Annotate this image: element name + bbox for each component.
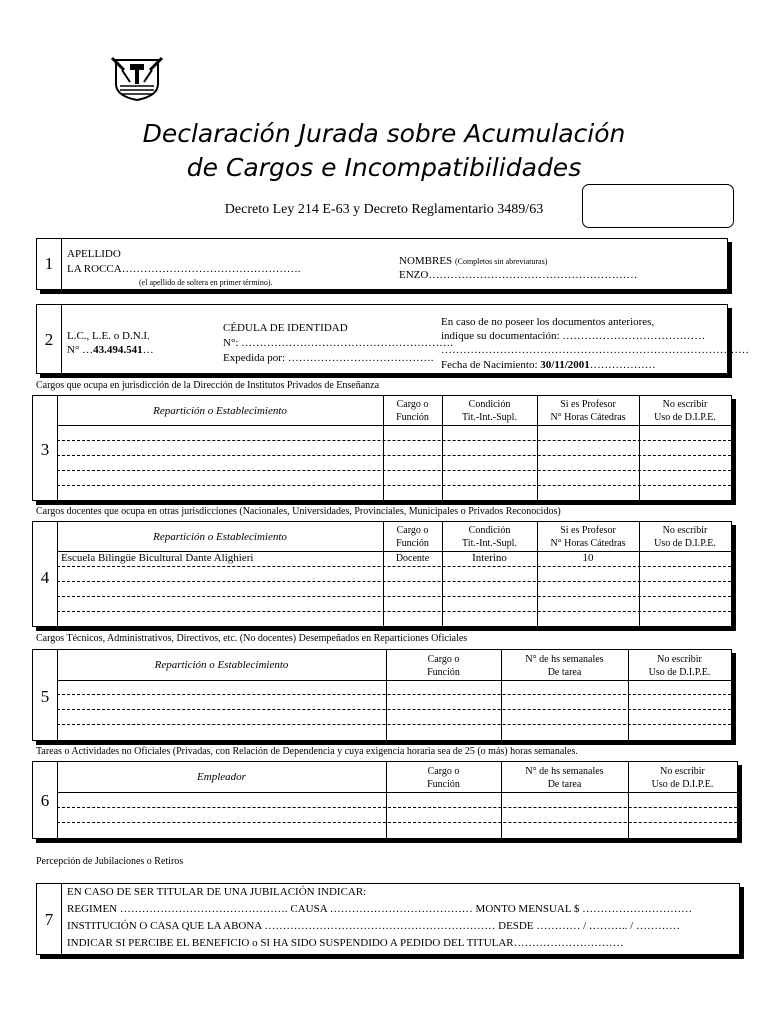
header-reparticion: Repartición o Establecimiento: [153, 405, 287, 417]
dni-dots: …: [142, 344, 154, 356]
decreto-subtitle: Decreto Ley 214 E-63 y Decreto Reglamentario 3489/63: [224, 202, 544, 217]
row1-condicion[interactable]: Interino: [472, 552, 507, 564]
beneficio-estado-field[interactable]: INDICAR SI PERCIBE EL BENEFICIO o SI HA SIDO SUSPENDIDO A PEDIDO DEL TITULAR…………………………: [67, 937, 624, 949]
table-row[interactable]: [57, 470, 731, 471]
section-7-jubilaciones: [36, 883, 740, 955]
section-5-caption: Cargos Técnicos, Administrativos, Directivos, etc. (No docentes) Desempeñados en Reparticiones Oficiales: [36, 633, 468, 644]
fecha-label: Fecha de Nacimiento:: [441, 359, 538, 371]
table-row[interactable]: [57, 440, 731, 441]
header-cargo: Cargo o Función: [396, 399, 429, 423]
section-1-personal-names: [36, 238, 728, 290]
dni-n-label: N° …: [67, 344, 94, 356]
apellido-field[interactable]: [67, 263, 300, 275]
section-4-caption: Cargos docentes que ocupa en otras jurisdicciones (Nacionales, Universidades, Provinciales, Municipales o Privados Reconocidos): [36, 506, 561, 517]
otros-doc-line3[interactable]: …………………………………………………………………………: [441, 344, 749, 356]
header-horas-semanales: N° de hs semanales De tarea: [525, 766, 604, 790]
coat-of-arms-logo: [108, 56, 166, 102]
section-4-table: [32, 521, 732, 627]
fecha-value: 30/11/2001: [540, 359, 590, 371]
header-condicion: Condición Tit.-Int.-Supl.: [462, 525, 517, 549]
fecha-dots: ………………: [589, 359, 656, 371]
table-row[interactable]: [57, 596, 731, 597]
section-7-caption: Percepción de Jubilaciones o Retiros: [36, 856, 184, 867]
table-row[interactable]: [57, 822, 737, 823]
section-number: 1: [44, 254, 54, 273]
nombres-value: ENZO: [399, 269, 429, 281]
otros-doc-field[interactable]: indique su documentación: …………………………………: [441, 330, 706, 342]
header-uso-dipe: No escribir Uso de D.I.P.E.: [651, 766, 714, 790]
apellido-value: LA ROCCA: [67, 263, 122, 275]
section-6-caption: Tareas o Actividades no Oficiales (Privadas, con Relación de Dependencia y cuya exigencia horaria sea de 25 (o más) horas semanales.: [36, 746, 578, 757]
section-2-documents: [36, 304, 749, 374]
table-row[interactable]: [57, 709, 731, 710]
header-condicion: Condición Tit.-Int.-Supl.: [462, 399, 517, 423]
dni-label: L.C., L.E. o D.N.I.: [67, 330, 150, 342]
nombres-field[interactable]: [399, 269, 637, 281]
form-title-line2: de Cargos e Incompatibilidades: [186, 153, 582, 182]
header-horas-semanales: N° de hs semanales De tarea: [525, 654, 604, 678]
fecha-nacimiento-field[interactable]: [441, 359, 656, 371]
table-row[interactable]: [57, 581, 731, 582]
section-6-table: [32, 761, 738, 839]
section-number: 3: [40, 440, 50, 459]
section-5-table: [32, 649, 732, 741]
table-row[interactable]: [57, 566, 731, 567]
table-row[interactable]: [57, 807, 737, 808]
header-uso-dipe: No escribir Uso de D.I.P.E.: [648, 654, 711, 678]
header-reparticion: Repartición o Establecimiento: [154, 659, 289, 671]
jubilacion-heading: EN CASO DE SER TITULAR DE UNA JUBILACIÓN INDICAR:: [67, 886, 367, 898]
header-horas-catedras: Si es Profesor N° Horas Cátedras: [550, 525, 626, 549]
section-3-caption: Cargos que ocupa en jurisdicción de la Dirección de Institutos Privados de Enseñanza: [36, 380, 380, 391]
header-horas-catedras: Si es Profesor N° Horas Cátedras: [550, 399, 626, 423]
header-uso-dipe: No escribir Uso de D.I.P.E.: [654, 525, 716, 549]
section-3-table: [32, 395, 732, 501]
dni-field[interactable]: [67, 344, 154, 356]
nombres-label-line: [399, 255, 547, 267]
row1-horas[interactable]: 10: [582, 552, 594, 564]
section-number: 5: [40, 687, 50, 706]
row1-cargo[interactable]: Docente: [395, 553, 430, 564]
institucion-desde-field[interactable]: INSTITUCIÓN O CASA QUE LA ABONA ……………………………………………………… DESDE ………… / ……….. / …………: [67, 920, 680, 932]
header-uso-dipe: No escribir Uso de D.I.P.E.: [654, 399, 716, 423]
section-number: 6: [40, 791, 50, 810]
row1-reparticion[interactable]: Escuela Bilingüe Bicultural Dante Alighieri: [61, 552, 254, 564]
section-number: 7: [44, 910, 54, 929]
header-empleador: Empleador: [197, 771, 246, 783]
table-row[interactable]: [57, 455, 731, 456]
expedida-field[interactable]: Expedida por: ………………………………….: [223, 352, 434, 364]
header-cargo: Cargo o Función: [427, 654, 460, 678]
otros-doc-line1: En caso de no poseer los documentos anteriores,: [441, 316, 655, 328]
cedula-label: CÉDULA DE IDENTIDAD: [223, 322, 348, 334]
apellido-dots: ………………………………………….: [121, 263, 301, 275]
header-cargo: Cargo o Función: [427, 766, 460, 790]
section-number: 2: [44, 330, 54, 349]
header-reparticion: Repartición o Establecimiento: [153, 531, 287, 543]
dni-value: 43.494.541: [93, 344, 143, 356]
apellido-note: (el apellido de soltera en primer término).: [139, 278, 273, 287]
section-number: 4: [40, 568, 50, 587]
nombres-label: NOMBRES: [399, 255, 453, 267]
apellido-label: APELLIDO: [67, 248, 121, 260]
nombres-note: (Completos sin abreviaturas): [454, 257, 548, 266]
table-row[interactable]: [57, 694, 731, 695]
nombres-dots: …………………………………………………: [428, 269, 638, 281]
office-use-box[interactable]: [582, 184, 734, 228]
table-row[interactable]: [57, 611, 731, 612]
regimen-causa-monto-field[interactable]: REGIMEN ………………………………………. CAUSA ………………………………… MONTO MENSUAL $ …………………………: [67, 903, 693, 915]
form-title-line1: Declaración Jurada sobre Acumulación: [142, 119, 626, 148]
cedula-number-field[interactable]: N°: ………………………………………………….: [223, 337, 453, 349]
table-row[interactable]: [57, 485, 731, 486]
table-row[interactable]: [57, 724, 731, 725]
header-cargo: Cargo o Función: [396, 525, 429, 549]
